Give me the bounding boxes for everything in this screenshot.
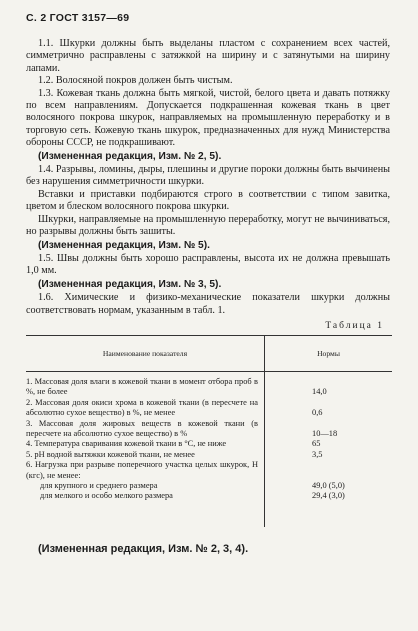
row-value: 65 xyxy=(312,439,321,449)
paragraph: 1.4. Разрывы, ломины, дыры, плешины и другие пороки должны быть вычинены без нарушения симметричности шкурки. xyxy=(26,164,390,188)
paragraph: 1.6. Химические и физико-механические показатели шкурки должны соответствовать нормам, указанным в табл. 1. xyxy=(26,292,390,316)
paragraph: Шкурки, направляемые на промышленную переработку, могут не вычиниваться, но разрывы должны быть зашиты. xyxy=(26,213,390,238)
table-row xyxy=(26,398,392,419)
col-header-norms: Нормы xyxy=(317,349,340,358)
norms-table xyxy=(26,335,392,502)
row-value xyxy=(264,460,391,481)
row-name: 4. Температура сваривания кожевой ткани в °С, не ниже xyxy=(26,439,227,449)
row-value: 29,4 (3,0) xyxy=(312,491,345,501)
table-row xyxy=(26,419,392,440)
paragraph: Вставки и приставки подбираются строго в соответствии с типом завитка, цветом и блеском волосяного покрова шкурки. xyxy=(26,188,390,213)
table-caption: Таблица 1 xyxy=(325,321,384,331)
table-header xyxy=(26,335,392,372)
row-name: для мелкого и особо мелкого размера xyxy=(40,491,173,501)
table-row xyxy=(26,481,392,491)
paragraph: 1.5. Швы должны быть хорошо расправлены, высота их не должна превышать 1,0 мм. xyxy=(26,252,390,277)
amendment-note: (Измененная редакция, Изм. № 3, 5). xyxy=(38,278,222,290)
paragraph: 1.3. Кожевая ткань должна быть мягкой, чистой, белого цвета и давать потяжку по всем направлениям. Допускается подкрашенная кожевая ткань в цвет волосяного покрова шкурок, направляемых на промышленную переработку и в торговую сеть. Кожевую ткань шкурок, предназначенных для нужд Министерства обороны СССР, не подкрашивают. xyxy=(26,87,390,149)
paragraph: 1.1. Шкурки должны быть выделаны пластом с сохранением всех частей, симметрично расправлены с затяжкой на ширину и с затянутыми на ширину лапами. xyxy=(26,38,390,74)
table-body xyxy=(26,372,392,502)
row-value: 0,6 xyxy=(312,408,323,418)
paragraph: 1.2. Волосяной покров должен быть чистым. xyxy=(38,75,233,87)
row-value: 3,5 xyxy=(312,449,323,459)
col-header-indicator: Наименование показателя xyxy=(26,336,265,371)
body-text xyxy=(26,38,390,317)
row-name: 1. Массовая доля влаги в кожевой ткани в момент отбора проб в %, не более xyxy=(26,377,258,397)
column-divider xyxy=(264,372,265,527)
row-name: для крупного и среднего размера xyxy=(40,481,158,491)
table-row xyxy=(26,377,392,398)
table-row xyxy=(26,491,392,501)
row-name: 5. рН водной вытяжки кожевой ткани, не менее xyxy=(26,449,195,459)
row-name: 6. Нагрузка при разрыве поперечного участка целых шкурок, Н (кгс), не менее: xyxy=(26,460,258,480)
row-name: 2. Массовая доля окиси хрома в кожевой ткани (в пересчете на абсолютно сухое вещество) в %, не менее xyxy=(26,397,258,418)
table-row xyxy=(26,460,392,481)
row-name: 3. Массовая доля жировых веществ в кожевой ткани (в пересчете на абсолютно сухое вещество) в % xyxy=(26,418,258,439)
page-header: С. 2 ГОСТ 3157—69 xyxy=(26,12,130,24)
amendment-note: (Измененная редакция, Изм. № 2, 5). xyxy=(38,150,222,162)
row-value: 49,0 (5,0) xyxy=(312,481,345,491)
row-value: 14,0 xyxy=(312,387,327,397)
table-row xyxy=(26,439,392,449)
table-row xyxy=(26,450,392,460)
amendment-note: (Измененная редакция, Изм. № 5). xyxy=(38,239,210,251)
amendment-note-footer: (Измененная редакция, Изм. № 2, 3, 4). xyxy=(38,543,249,555)
row-value: 10—18 xyxy=(312,429,338,439)
